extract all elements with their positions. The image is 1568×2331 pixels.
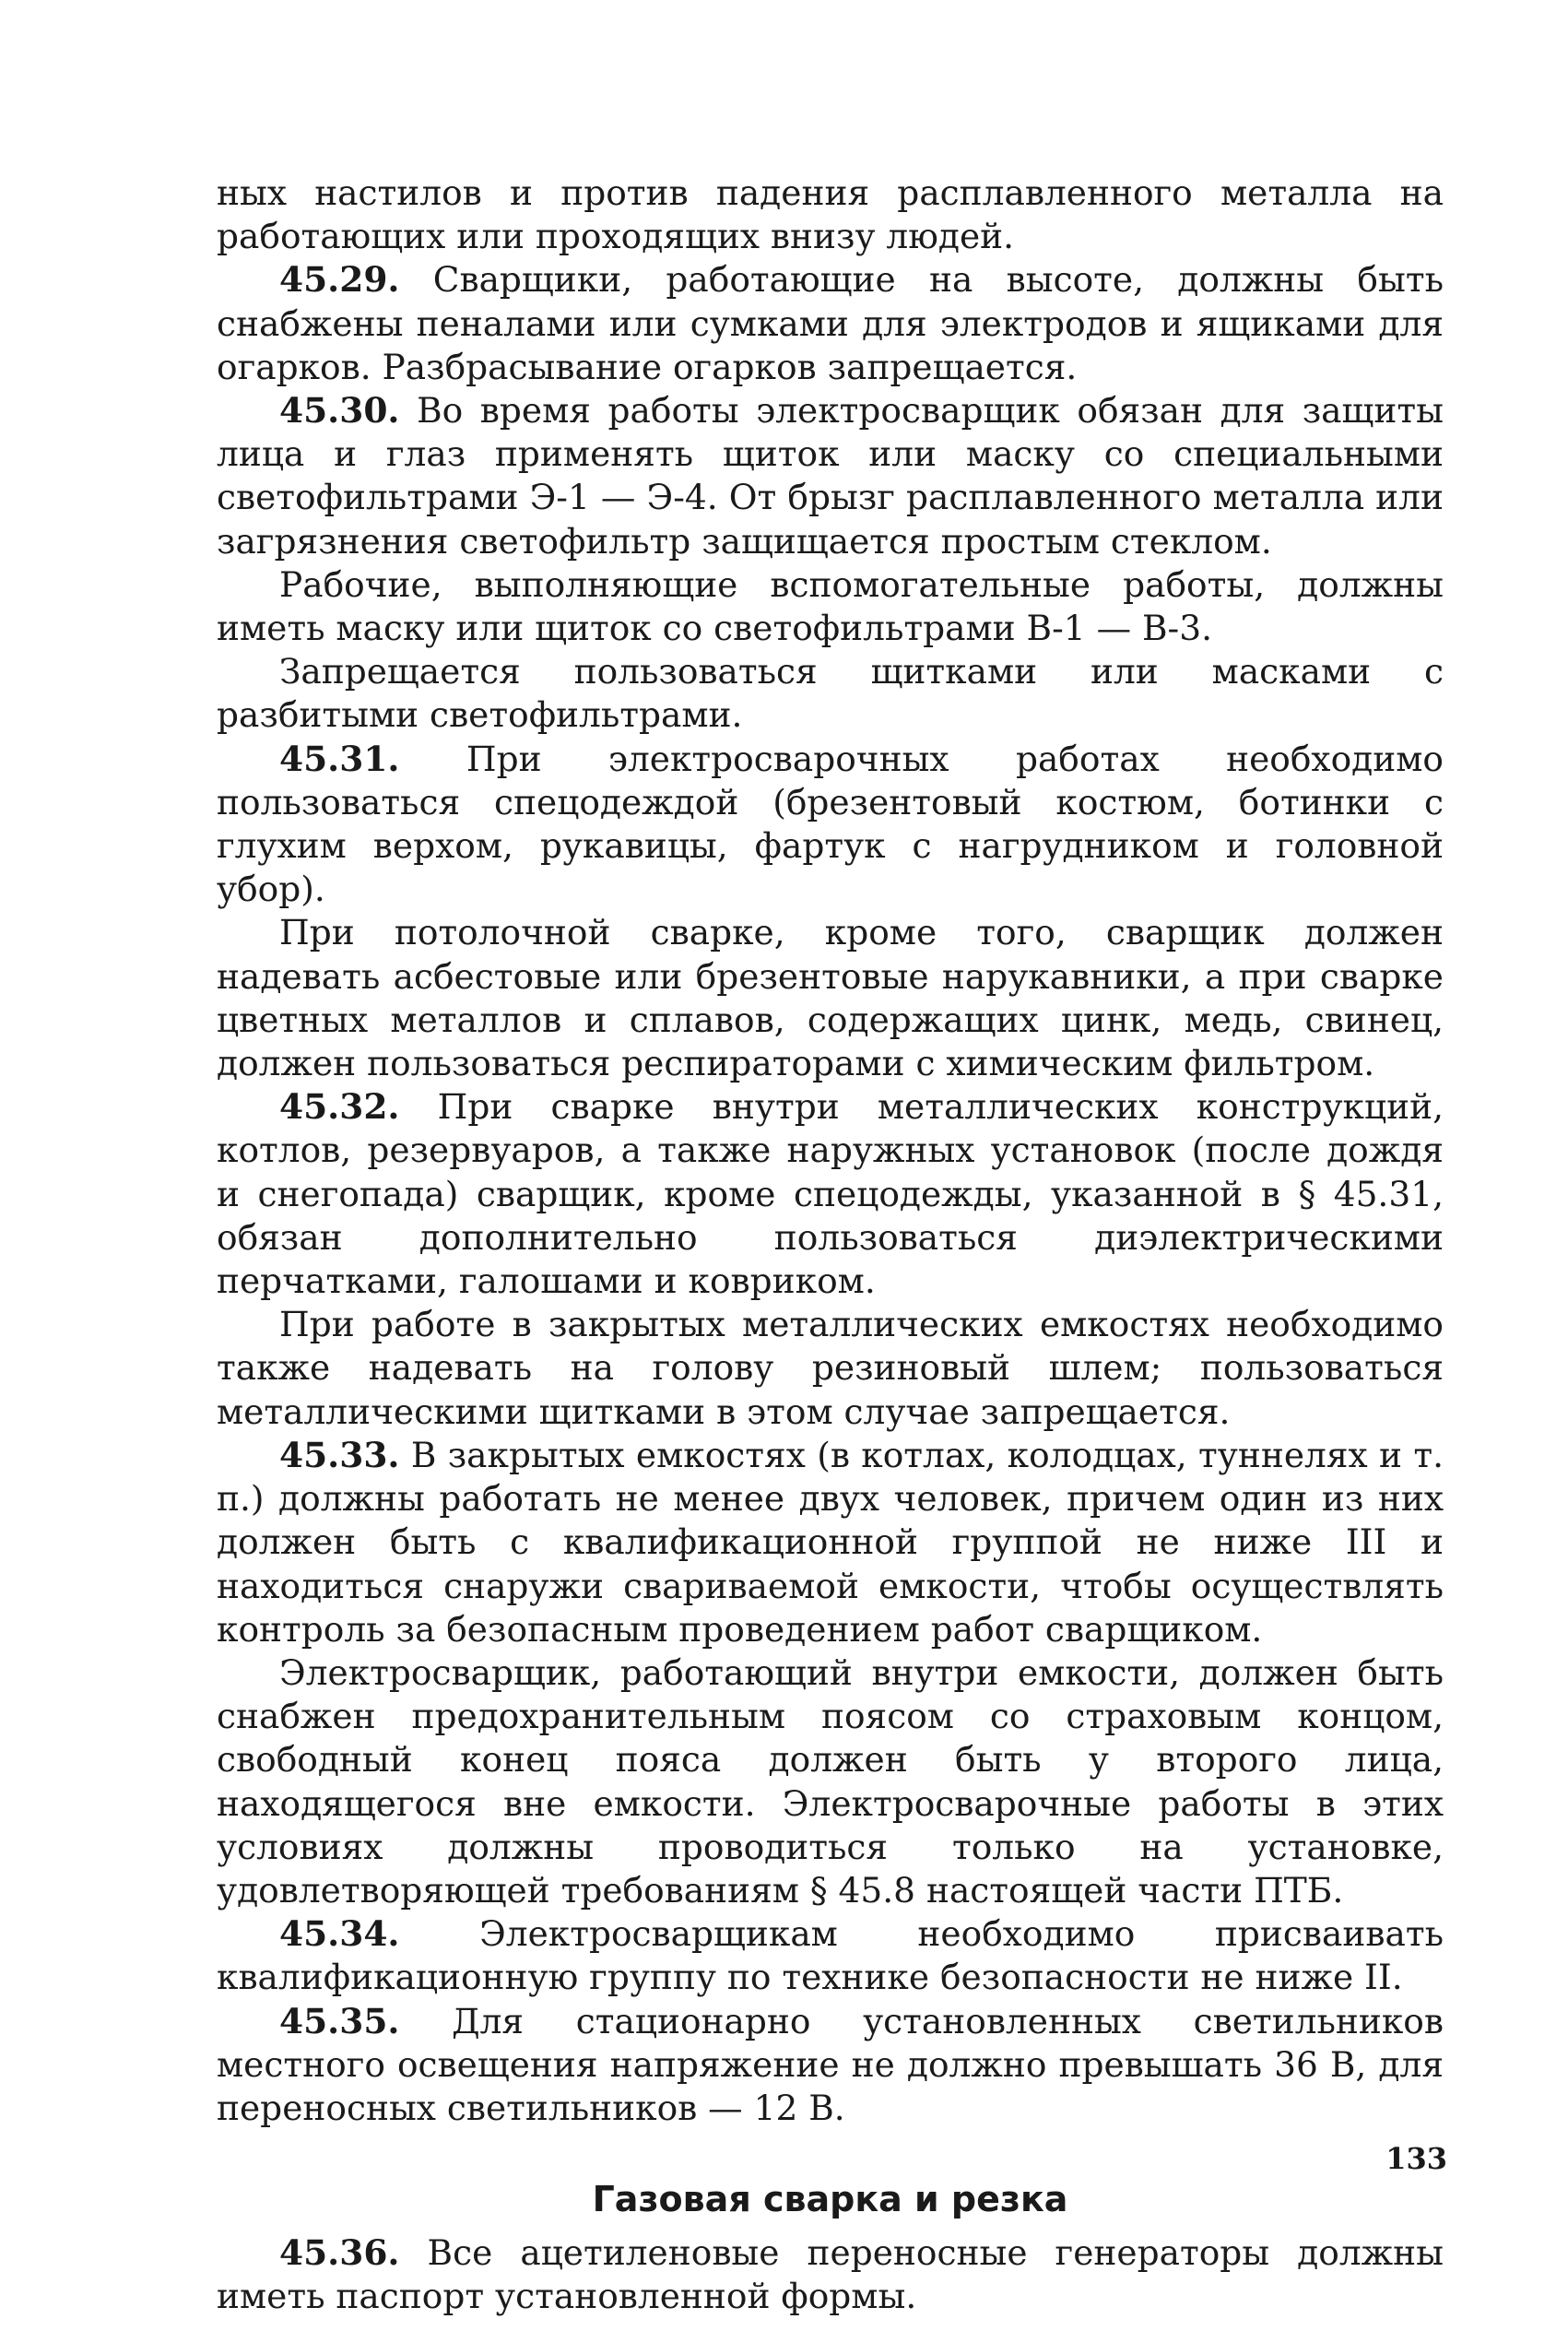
section-number: 45.31.	[279, 738, 400, 779]
paragraph-broken-filters: Запрещается пользоваться щитками или масками с разбитыми светофильтрами.	[217, 651, 1444, 736]
section-number: 45.33.	[279, 1434, 400, 1475]
section-number: 45.32.	[279, 1086, 400, 1128]
paragraph-45-32: 45.32. При сварке внутри металлических конструкций, котлов, резервуаров, а также наружных установок (после дождя и снегопада) сварщик, кроме спецодежды, указанной в § 45.31, обязан дополнительно пользоваться диэлектрическими перчатками, галошами и ковриком.	[217, 1086, 1444, 1302]
paragraph-45-33: 45.33. В закрытых емкостях (в котлах, колодцах, туннелях и т. п.) должны работать не менее двух человек, причем один из них должен быть с квалификационной группой не ниже III и находиться снаружи свариваемой емкости, чтобы осуществлять контроль за безопасным проведением работ сварщиком.	[217, 1434, 1444, 1650]
section-heading: Газовая сварка и резка	[592, 2179, 1068, 2220]
paragraph-safety-belt: Электросварщик, работающий внутри емкости, должен быть снабжен предохранительным поясом со страховым концом, свободный конец пояса должен быть у второго лица, находящегося вне емкости. Электросварочные работы в этих условиях должны проводиться только на установке, удовлетворяющей требованиям § 45.8 настоящей части ПТБ.	[217, 1651, 1444, 1911]
paragraph-45-35: 45.35. Для стационарно установленных светильников местного освещения напряжение не должно превышать 36 В, для переносных светильников — 12 В.	[217, 2000, 1444, 2128]
paragraph-closed-tanks: При работе в закрытых металлических емкостях необходимо также надевать на голову резиновый шлем; пользоваться металлическими щитками в этом случае запрещается.	[217, 1304, 1444, 1432]
section-number: 45.30.	[279, 390, 400, 432]
section-number: 45.29.	[279, 259, 400, 301]
paragraph-0: ных настилов и против падения расплавленного металла на работающих или проходящих внизу людей.	[217, 172, 1444, 257]
section-number: 45.35.	[279, 2000, 400, 2041]
text-block	[217, 172, 1444, 2319]
paragraph-45-31: 45.31. При электросварочных работах необходимо пользоваться спецодеждой (брезентовый костюм, ботинки с глухим верхом, рукавицы, фартук с нагрудником и головной убор).	[217, 738, 1444, 910]
paragraph-ceiling-welding: При потолочной сварке, кроме того, сварщик должен надевать асбестовые или брезентовые нарукавники, а при сварке цветных металлов и сплавов, содержащих цинк, медь, свинец, должен пользоваться респираторами с химическим фильтром.	[217, 912, 1444, 1084]
page-number: 133	[1385, 2141, 1447, 2176]
paragraph-45-36: 45.36. Все ацетиленовые переносные генераторы должны иметь паспорт установленной формы.	[217, 2232, 1444, 2317]
paragraph-45-30: 45.30. Во время работы электросварщик обязан для защиты лица и глаз применять щиток или маску со специальными светофильтрами Э-1 — Э-4. От брызг расплавленного металла или загрязнения светофильтр защищается простым стеклом.	[217, 390, 1444, 562]
paragraph-helpers-mask: Рабочие, выполняющие вспомогательные работы, должны иметь маску или щиток со светофильтрами В-1 — В-3.	[217, 563, 1444, 649]
section-number: 45.36.	[279, 2232, 400, 2274]
paragraph-45-29: 45.29. Сварщики, работающие на высоте, должны быть снабжены пеналами или сумками для электродов и ящиками для огарков. Разбрасывание огарков запрещается.	[217, 259, 1444, 387]
paragraph-45-34: 45.34. Электросварщикам необходимо присваивать квалификационную группу по технике безопасности не ниже II.	[217, 1913, 1444, 1998]
section-number: 45.34.	[279, 1913, 400, 1955]
